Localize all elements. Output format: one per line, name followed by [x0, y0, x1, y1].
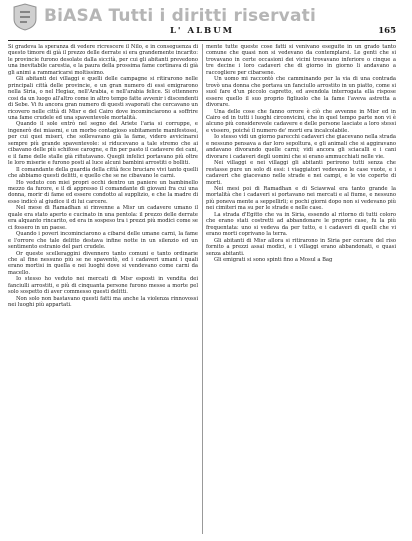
left-column [8, 44, 198, 534]
paragraph: Una delle cose che fanno orrore è ciò che avvenne in Misr ed in Cairo ed in tutti i luoghi circonvicini, che in quel tempo parte non vi è alcuno più considerevole cadavere e delle persone lasciate a loro stessi e vissero, poiché il numero de' morti era incalcolabile. [206, 108, 396, 134]
watermark-text: BiASA Tutti i diritti riservati [44, 6, 316, 26]
paragraph: mente tutte queste cose fatti si venivano eseguite in un grado tanto comune che quasi non si vedevano da contemplarsi. Le genti che si trovavano in certe occasioni dei vicini trovavano inferiore o cinque a tre decine i loro cadaveri che di giorno in giorno li andavano a raccogliere per cibarsene. [206, 44, 396, 76]
paragraph: Io stesso ho veduto nei mercati di Misr esposti in vendita dei fanciulli arrostiti, e più di cinquanta persone furono messe a morte pel solo sospetto di aver commesso questi delitti. [8, 276, 198, 296]
biasa-logo-icon [12, 3, 38, 31]
paragraph: Nel mese di Ramadhan si rinvenne a Misr un cadavere umano il quale era stato aperto e cucinato in una pentola: il prezzo delle derrate era alquanto rincarito, ed era in sospeso tra i prezzi più modici come se ci fossero in un paese. [8, 205, 198, 231]
paragraph: Gli abitanti di Misr allora si ritirarono in Siria per cercare del riso fornito a prezzi assai modici, e i villaggi erano abbandonati, e quasi senza abitanti. [206, 237, 396, 257]
paragraph: Io stesso vidi un giorno parecchi cadaveri che giacevano nella strada e nessuno pensava a dar loro sepoltura, e gli animali che si aggiravano andavano divorando quelle carni; vidi ancora gli sciacalli e i cani divorare i cadaveri degli uomini che si erano ammucchiati nelle vie. [206, 134, 396, 160]
paragraph: Il comandante della guardia della città fece bruciare vivi tanto quelli che abbiamo questi delitti, e quello che se ne cibavano le carni. [8, 166, 198, 180]
paragraph: Gli abitanti dei villaggi e quelli delle campagne si ritirarono nelle principali città delle provincie, e un gran numero di essi emigrarono nella Siria, o nel Hegiaz, nell'Arabia, e nell'arabia felice. Si ottennero cosi da un luogo all'altro come in altro tempo fatte avvenir i discendenti di Sebe. Vi fu ancora gran numero di questi svaporati che cercavano un ricovero nelle città di Misr e del Cairo dove incominciarono a soffrire una fame crudele ed una spaventevole mortalità. [8, 76, 198, 121]
paragraph: Ho veduto con miei propri occhi dentro un paniere un bambinello mezzo da furore, e il dì appresso il comandante di giovani fra cui una donna, morir di fame ed essere condotto al supplizio, e che la madre di esso indicò al giudice il di lui carcere. [8, 179, 198, 205]
page-number: 165 [378, 26, 396, 36]
right-column [206, 44, 396, 534]
paragraph: Nei villaggi e nei villaggi gli abitanti perirono tutti senza che restasse pure un solo di essi: i viaggiatori vedevano le case vuote, e i cadaveri che giacevano nelle strade e nei campi, e le vie coperte di morti. [206, 160, 396, 186]
document-page [8, 22, 404, 534]
running-title: L' ALBUM [169, 26, 235, 36]
paragraph: La strada d'Egitto che va in Siria, essendo al ritorno di tutti coloro che erano stati costretti ad abbandonare le proprie case, fu la più frequentata: uno si vedeva da per tutto, e i cadaveri di quelli che vi erano morti coprivano la terra. [206, 211, 396, 238]
paragraph: Quando il sole entrò nel segno del Ariete l'aria si corruppe, e ingenerò dei miasmi, e un morbo contagioso subitamente manifestossi, per cui quei miseri, che sollevavano già la fame, videro avvicinarsi sempre più grande spaventevole: si riducevano a tale stremo che ai cibavano delle più schifose carogne, e fin per pasto il cadavere dei cani, e il fame delle stalle già rifiutavano. Quegli infelici portavano più oltre le loro miserie e furono posti al luce alcuni bambini arrostiti o bolliti. [8, 121, 198, 167]
watermark [0, 0, 412, 34]
paragraph: Gli emigrati si sono spinti fino a Mosul a Bag [214, 256, 333, 263]
column-divider [202, 44, 203, 534]
paragraph: Quando i poveri incominciarono a cibarsi delle umane carni, la fame e l'orrore che tale delitto destava infine notte in un silenzio ed un sentimento estranio del pari crudele. [8, 231, 198, 251]
paragraph: Or queste scelleraggini divennero tanto comuni e tanto ordinarie che al fine nessuno più se ne spaventò, ed i cadaveri umani i quali erano mortisi in quella e nei luoghi dove si vendevano come carni da macello. [8, 250, 198, 276]
paragraph: Si gradeva la speranza di vedere ricrescere il Nilo, e in conseguenza di questo timore di già il prezzo delle derrate si era grandemente incarito: le provincie furono desolate dalla siccità, per cui gli abitanti prevedono una inevitabile carestia, e la paura della prossima fame cortinava di già gli animi a rammaricarsi moltissimo. [8, 44, 198, 76]
paragraph: Un uomo mi raccontò che camminando per la via di una contrada trovò una donna che portava un fanciullo arrostito in un piatto, come si suol fare d'un piccolo capretto, ed avendola interrogata ella rispose essere quello il suo proprio figliuolo che la fame l'aveva astretta a divorare. [206, 76, 396, 109]
paragraph: Nei mesi poi di Ramadhan e di Sciawwal era tanto grande la mortalità che i cadaveri si portavano nei mercati e al fiume, e nessuno più poneva mente a seppellirli; e pochi giorni dopo non si vedevano più nei cimiteri ma su per le strade e nelle case. [206, 185, 396, 212]
paragraph: Non solo non bastavano questi fatti ma anche la violenza rinnovossi nei luoghi più appartati. [8, 295, 198, 309]
